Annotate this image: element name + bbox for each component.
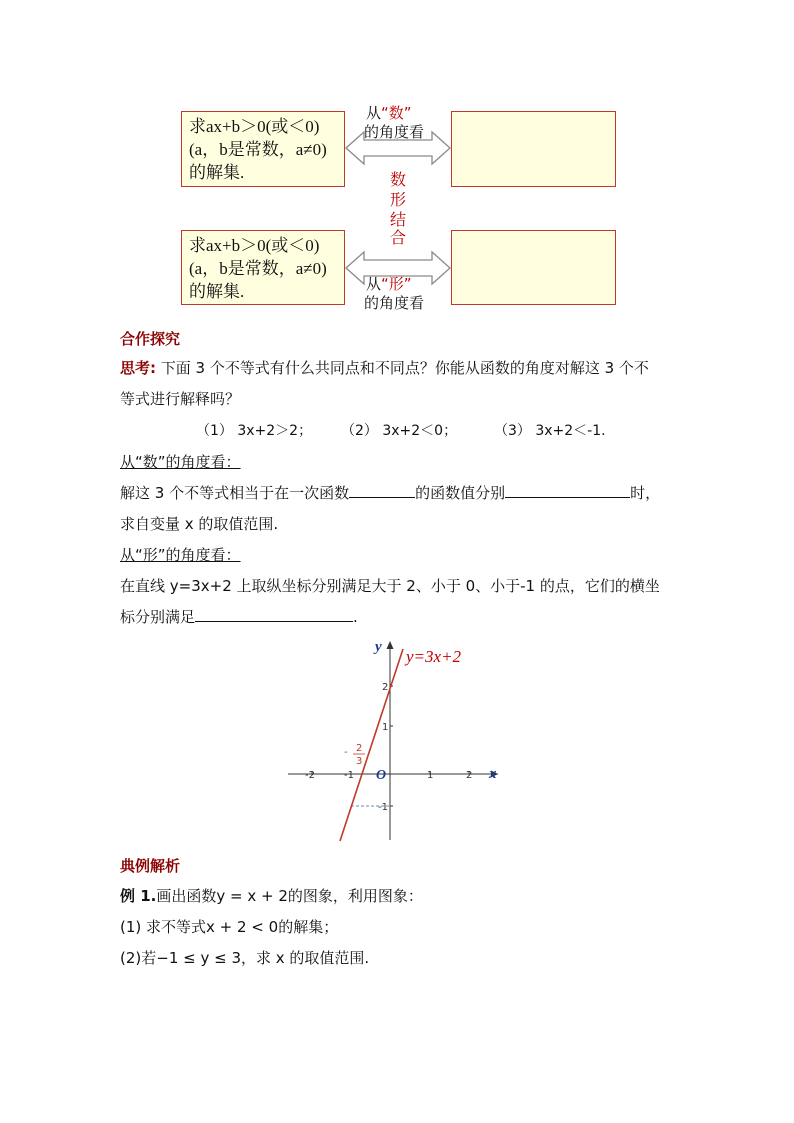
bottom-left-box-line1: 求ax+b＞0(或＜0) — [189, 236, 320, 255]
top-left-box-line3: 的解集. — [189, 163, 245, 182]
example-1-text: 画出函数y = x + 2的图象，利用图象： — [156, 887, 423, 905]
section-heading-examples: 典例解析 — [120, 857, 181, 875]
inequality-1: （1） 3x+2＞2； — [196, 423, 313, 439]
vertical-char-2: 形 — [389, 190, 406, 209]
num-view-line-2: 求自变量 x 的取值范围. — [120, 515, 279, 533]
blank-function[interactable] — [349, 483, 415, 498]
top-label-key: “数” — [381, 104, 412, 122]
question-2: (2)若−1 ≤ y ≤ 3，求 x 的取值范围. — [120, 949, 370, 967]
x-tick-label: -2 — [305, 770, 315, 781]
function-line — [340, 649, 403, 841]
vertical-char-4: 合 — [389, 228, 406, 247]
example-1-label: 例 1. — [120, 887, 157, 905]
example-1-line — [120, 886, 423, 906]
vertical-char-1: 数 — [389, 170, 406, 189]
y-tick-label: -1 — [378, 802, 388, 813]
top-left-box-line1: 求ax+b＞0(或＜0) — [189, 117, 320, 136]
y-tick-label: 1 — [382, 722, 389, 733]
bottom-arrow-label-1 — [366, 275, 412, 293]
think-line-2: 等式进行解释吗？ — [120, 390, 241, 408]
top-arrow-label-2: 的角度看 — [364, 123, 425, 141]
bottom-left-box-line3: 的解集. — [189, 282, 245, 301]
top-right-box — [451, 111, 616, 187]
think-label: 思考: — [120, 359, 156, 377]
y-tick-label: 2 — [382, 682, 389, 693]
num-view-heading: 从“数”的角度看： — [120, 453, 241, 471]
frac-numerator: 2 — [356, 743, 363, 754]
blank-x-ranges[interactable] — [195, 607, 353, 622]
num-text-1a: 解这 3 个不等式相当于在一次函数 — [120, 484, 350, 502]
shape-view-heading: 从“形”的角度看： — [120, 546, 241, 564]
shape-text-2a: 标分别满足 — [120, 608, 196, 626]
x-tick-label: 2 — [466, 770, 473, 781]
think-line-1 — [120, 358, 649, 378]
x-axis-label: x — [489, 766, 497, 782]
inequality-3: （3） 3x+2＜-1. — [494, 423, 606, 439]
y-axis-arrow-icon — [387, 641, 394, 649]
bottom-left-box-line2: (a，b是常数，a≠0) — [189, 259, 327, 278]
vertical-char-3: 结 — [389, 210, 406, 229]
bottom-arrow-label-2: 的角度看 — [364, 294, 425, 312]
section-heading-cooperative: 合作探究 — [120, 330, 181, 348]
line-label: y=3x+2 — [406, 647, 462, 666]
shape-text-2b: . — [353, 608, 358, 626]
num-text-1b: 的函数值分别 — [415, 484, 506, 502]
bottom-right-box — [451, 230, 616, 305]
top-left-box-line2: (a，b是常数，a≠0) — [189, 140, 327, 159]
top-arrow-label-1 — [366, 104, 412, 122]
frac-denominator: 3 — [356, 756, 363, 767]
x-tick-label: 1 — [427, 770, 434, 781]
shape-view-line-2 — [120, 607, 358, 627]
shape-view-line-1: 在直线 y=3x+2 上取纵坐标分别满足大于 2、小于 0、小于-1 的点，它们的横坐 — [120, 577, 660, 595]
think-text-1: 下面 3 个不等式有什么共同点和不同点？你能从函数的角度对解这 3 个不 — [156, 359, 649, 377]
origin-label: O — [376, 768, 387, 783]
num-text-1c: 时， — [630, 484, 661, 502]
bottom-label-key: “形” — [381, 275, 412, 293]
num-view-line-1 — [120, 483, 660, 503]
bottom-label-prefix: 从 — [366, 275, 382, 293]
function-graph — [280, 635, 510, 850]
y-axis-label: y — [375, 639, 382, 655]
question-1: (1) 求不等式x + 2 < 0的解集； — [120, 918, 339, 936]
x-tick-label: -1 — [344, 770, 354, 781]
blank-values[interactable] — [505, 483, 630, 498]
frac-minus: - — [344, 747, 348, 758]
inequality-2: （2） 3x+2＜0； — [341, 423, 458, 439]
top-label-prefix: 从 — [366, 104, 382, 122]
